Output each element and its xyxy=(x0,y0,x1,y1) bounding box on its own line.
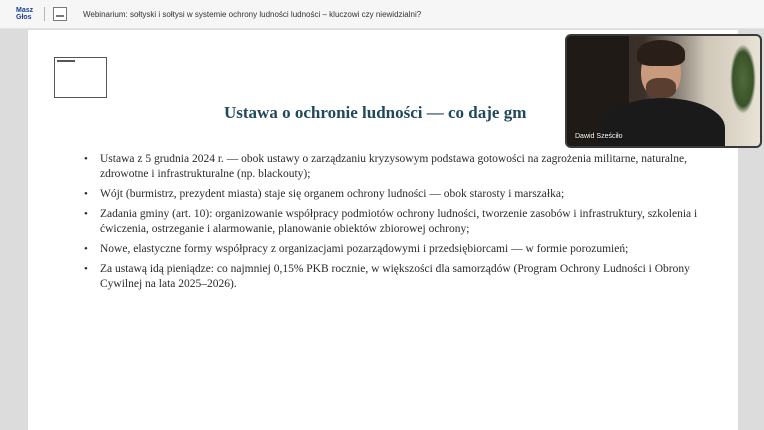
bullet-item xyxy=(82,152,712,182)
slide-logo-bar xyxy=(57,60,75,62)
bullet-icon: • xyxy=(84,188,88,200)
bullet-icon: • xyxy=(84,263,88,275)
participant-name: Dawid Sześciło xyxy=(575,133,623,140)
slide-logo-placeholder xyxy=(54,57,107,98)
participant-body xyxy=(601,98,725,148)
bullet-icon: • xyxy=(84,243,88,255)
bullet-text: Za ustawą idą pieniądze: co najmniej 0,15% PKB rocznie, w większości dla samorządów (Program Ochrony Ludności i Obrony Cywilnej na lata 2025–2026). xyxy=(100,263,690,290)
bullet-item xyxy=(82,242,712,257)
slide-title: Ustawa o ochronie ludności — co daje gm xyxy=(224,103,527,122)
bullet-item xyxy=(82,207,712,237)
participant-hair xyxy=(637,40,685,66)
participant-beard xyxy=(646,78,676,98)
bullet-text: Wójt (burmistrz, prezydent miasta) staje się organem ochrony ludności — obok starosty i marszałka; xyxy=(100,188,565,200)
bullet-item xyxy=(82,262,712,292)
bullet-text: Nowe, elastyczne formy współpracy z organizacjami pozarządowymi i przedsiębiorcami — w formie porozumień; xyxy=(100,243,629,255)
video-background-plant xyxy=(730,44,756,114)
masz-glos-logo[interactable]: Masz Głos xyxy=(16,7,34,21)
bullet-text: Zadania gminy (art. 10): organizowanie współpracy podmiotów ochrony ludności, tworzenie zasobów i infrastruktury, szkolenia i ćwiczenia, ostrzeganie i alarmowanie, planowanie obiektów zbiorowej ochrony; xyxy=(100,208,698,235)
partner-logo-icon xyxy=(53,7,67,21)
logo-divider xyxy=(44,7,45,21)
bullet-icon: • xyxy=(84,208,88,220)
slide-bullet-list xyxy=(82,152,712,297)
bullet-icon: • xyxy=(84,153,88,165)
meeting-title: Webinarium: sołtyski i sołtysi w systemie ochrony ludności ludności – kluczowi czy niewidzialni? xyxy=(83,9,422,19)
bullet-text: Ustawa z 5 grudnia 2024 r. — obok ustawy o zarządzaniu kryzysowym podstawa gotowości na zagrożenia militarne, naturalne, zdrowotne i infrastrukturalne (np. blackouty); xyxy=(100,153,687,180)
bullet-item xyxy=(82,187,712,202)
app-header xyxy=(0,0,764,29)
participant-video-tile[interactable] xyxy=(565,34,762,148)
